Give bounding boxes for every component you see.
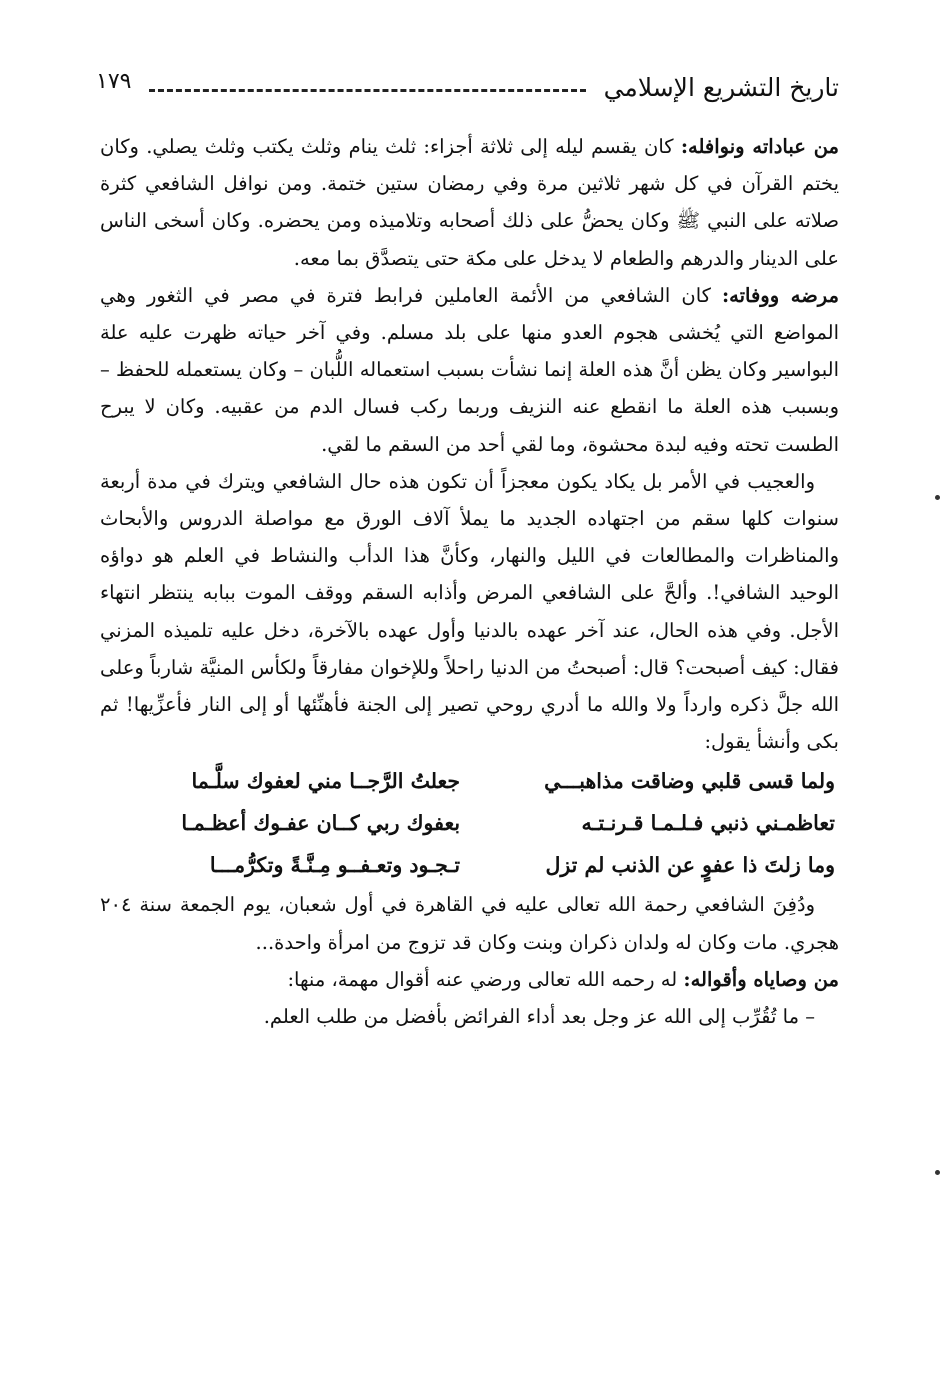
section-heading-sayings: من وصاياه وأقواله:: [683, 967, 839, 991]
verse-second-hemistich: جعلتُ الرَّجــا مني لعفوك سلَّـما: [191, 769, 461, 794]
saying-item: – ما تُقُرِّب إلى الله عز وجل بعد أداء الفرائض بأفضل من طلب العلم.: [263, 1005, 815, 1029]
page-header: [96, 58, 839, 102]
paragraph-burial: ودُفِنَ الشافعي رحمة الله تعالى عليه في القاهرة في أول شعبان، يوم الجمعة سنة ٢٠٤ هجري. مات وكان له ولدان ذكران وبنت وكان قد تزوج من امرأة واحدة...: [100, 893, 839, 954]
paragraph-illness: [100, 277, 839, 463]
verse-first-hemistich: تعاظمـني ذنبي فـلـمـا قـرنـتـه: [581, 811, 835, 836]
verse-second-hemistich: بعفوك ربي كــان عفـوك أعظـمـا: [181, 811, 461, 836]
section-heading-worship: من عباداته ونوافله:: [680, 135, 839, 158]
poem-verse: [100, 844, 839, 886]
paragraph-wonder: والعجيب في الأمر بل يكاد يكون معجزاً أن تكون هذه حال الشافعي ويترك في مدة أربعة سنوات كلها سقم من اجتهاده الجديد ما يملأ آلاف الورق مع مواصلة الدروس والأبحاث والمناظرات والمطالعات في الليل والنهار، وكأنَّ هذا الدأب والنشاط في العلم هو دواؤه الوحيد الشافي!. وألحَّ على الشافعي المرض وأذابه السقم ووقف الموت ببابه ينتظر انتهاء الأجل. وفي هذه الحال، عند آخر عهده بالدنيا وأول عهده بالآخرة، دخل عليه تلميذه المزني فقال: كيف أصبحت؟ قال: أصبحتُ من الدنيا راحلاً وللإخوان مفارقاً ولكأس المنيَّة شارباً وعلى الله جلَّ ذكره وارداً ولا والله ما أدري روحي تصير إلى الجنة فأهنِّئها أو إلى النار فأعزِّيها! ثم بكى وأنشأ يقول:: [100, 469, 839, 754]
poem-verse: [100, 760, 839, 802]
verse-first-hemistich: وما زلتَ ذا عفوٍ عن الذنب لم تزل: [545, 853, 835, 878]
paragraph-worship: [100, 128, 839, 277]
running-title: تاريخ التشريع الإسلامي: [603, 73, 839, 102]
paragraph-sayings-text: له رحمه الله تعالى ورضي عنه أقوال مهمة، منها:: [287, 967, 684, 991]
paragraph-worship-text: كان يقسم ليله إلى ثلاثة أجزاء: ثلث ينام وثلث يكتب وثلث يصلي. وكان يختم القرآن في كل شهر ثلاثين مرة وفي رمضان ستين ختمة. ومن نوافل الشافعي كثرة صلاته على النبي ﷺ وكان يحضُّ على ذلك أصحابه وتلاميذه ومن يحضره. وكان أسخى الناس على الدينار والدرهم والطعام لا يدخل على مكة حتى يتصدَّق بما معه.: [100, 135, 839, 270]
paragraph-illness-text: كان الشافعي من الأئمة العاملين فرابط فترة في مصر في الثغور وهي المواضع التي يُخشى هجوم العدو منها على بلد مسلم. وفي آخر حياته ظهرت عليه علة البواسير وكان يظن أنَّ هذه العلة إنما نشأت بسبب استعماله اللُّبان – وكان يستعمله للحفظ – وبسبب هذه العلة ما انقطع عنه النزيف وربما ركب فسال الدم من عقبيه. وكان لا يبرح الطست تحته وفيه لبدة محشوة، وما لقي أحد من السقم ما لقي.: [100, 283, 839, 456]
verse-first-hemistich: ولما قسى قلبي وضاقت مذاهبـــي: [544, 769, 835, 794]
body-text: [100, 128, 839, 1035]
poem: [100, 760, 839, 886]
poem-verse: [100, 802, 839, 844]
page-number: ١٧٩: [96, 69, 132, 94]
verse-second-hemistich: تـجـود وتعـفــو مِـنَّـةً وتكرُّمـــا: [209, 853, 461, 878]
paragraph-sayings: [100, 961, 839, 998]
scan-edge-mark: [935, 495, 940, 500]
scan-edge-mark: [935, 1170, 940, 1175]
section-heading-illness: مرضه ووفاته:: [721, 283, 839, 307]
header-dotted-leader: [149, 89, 585, 92]
